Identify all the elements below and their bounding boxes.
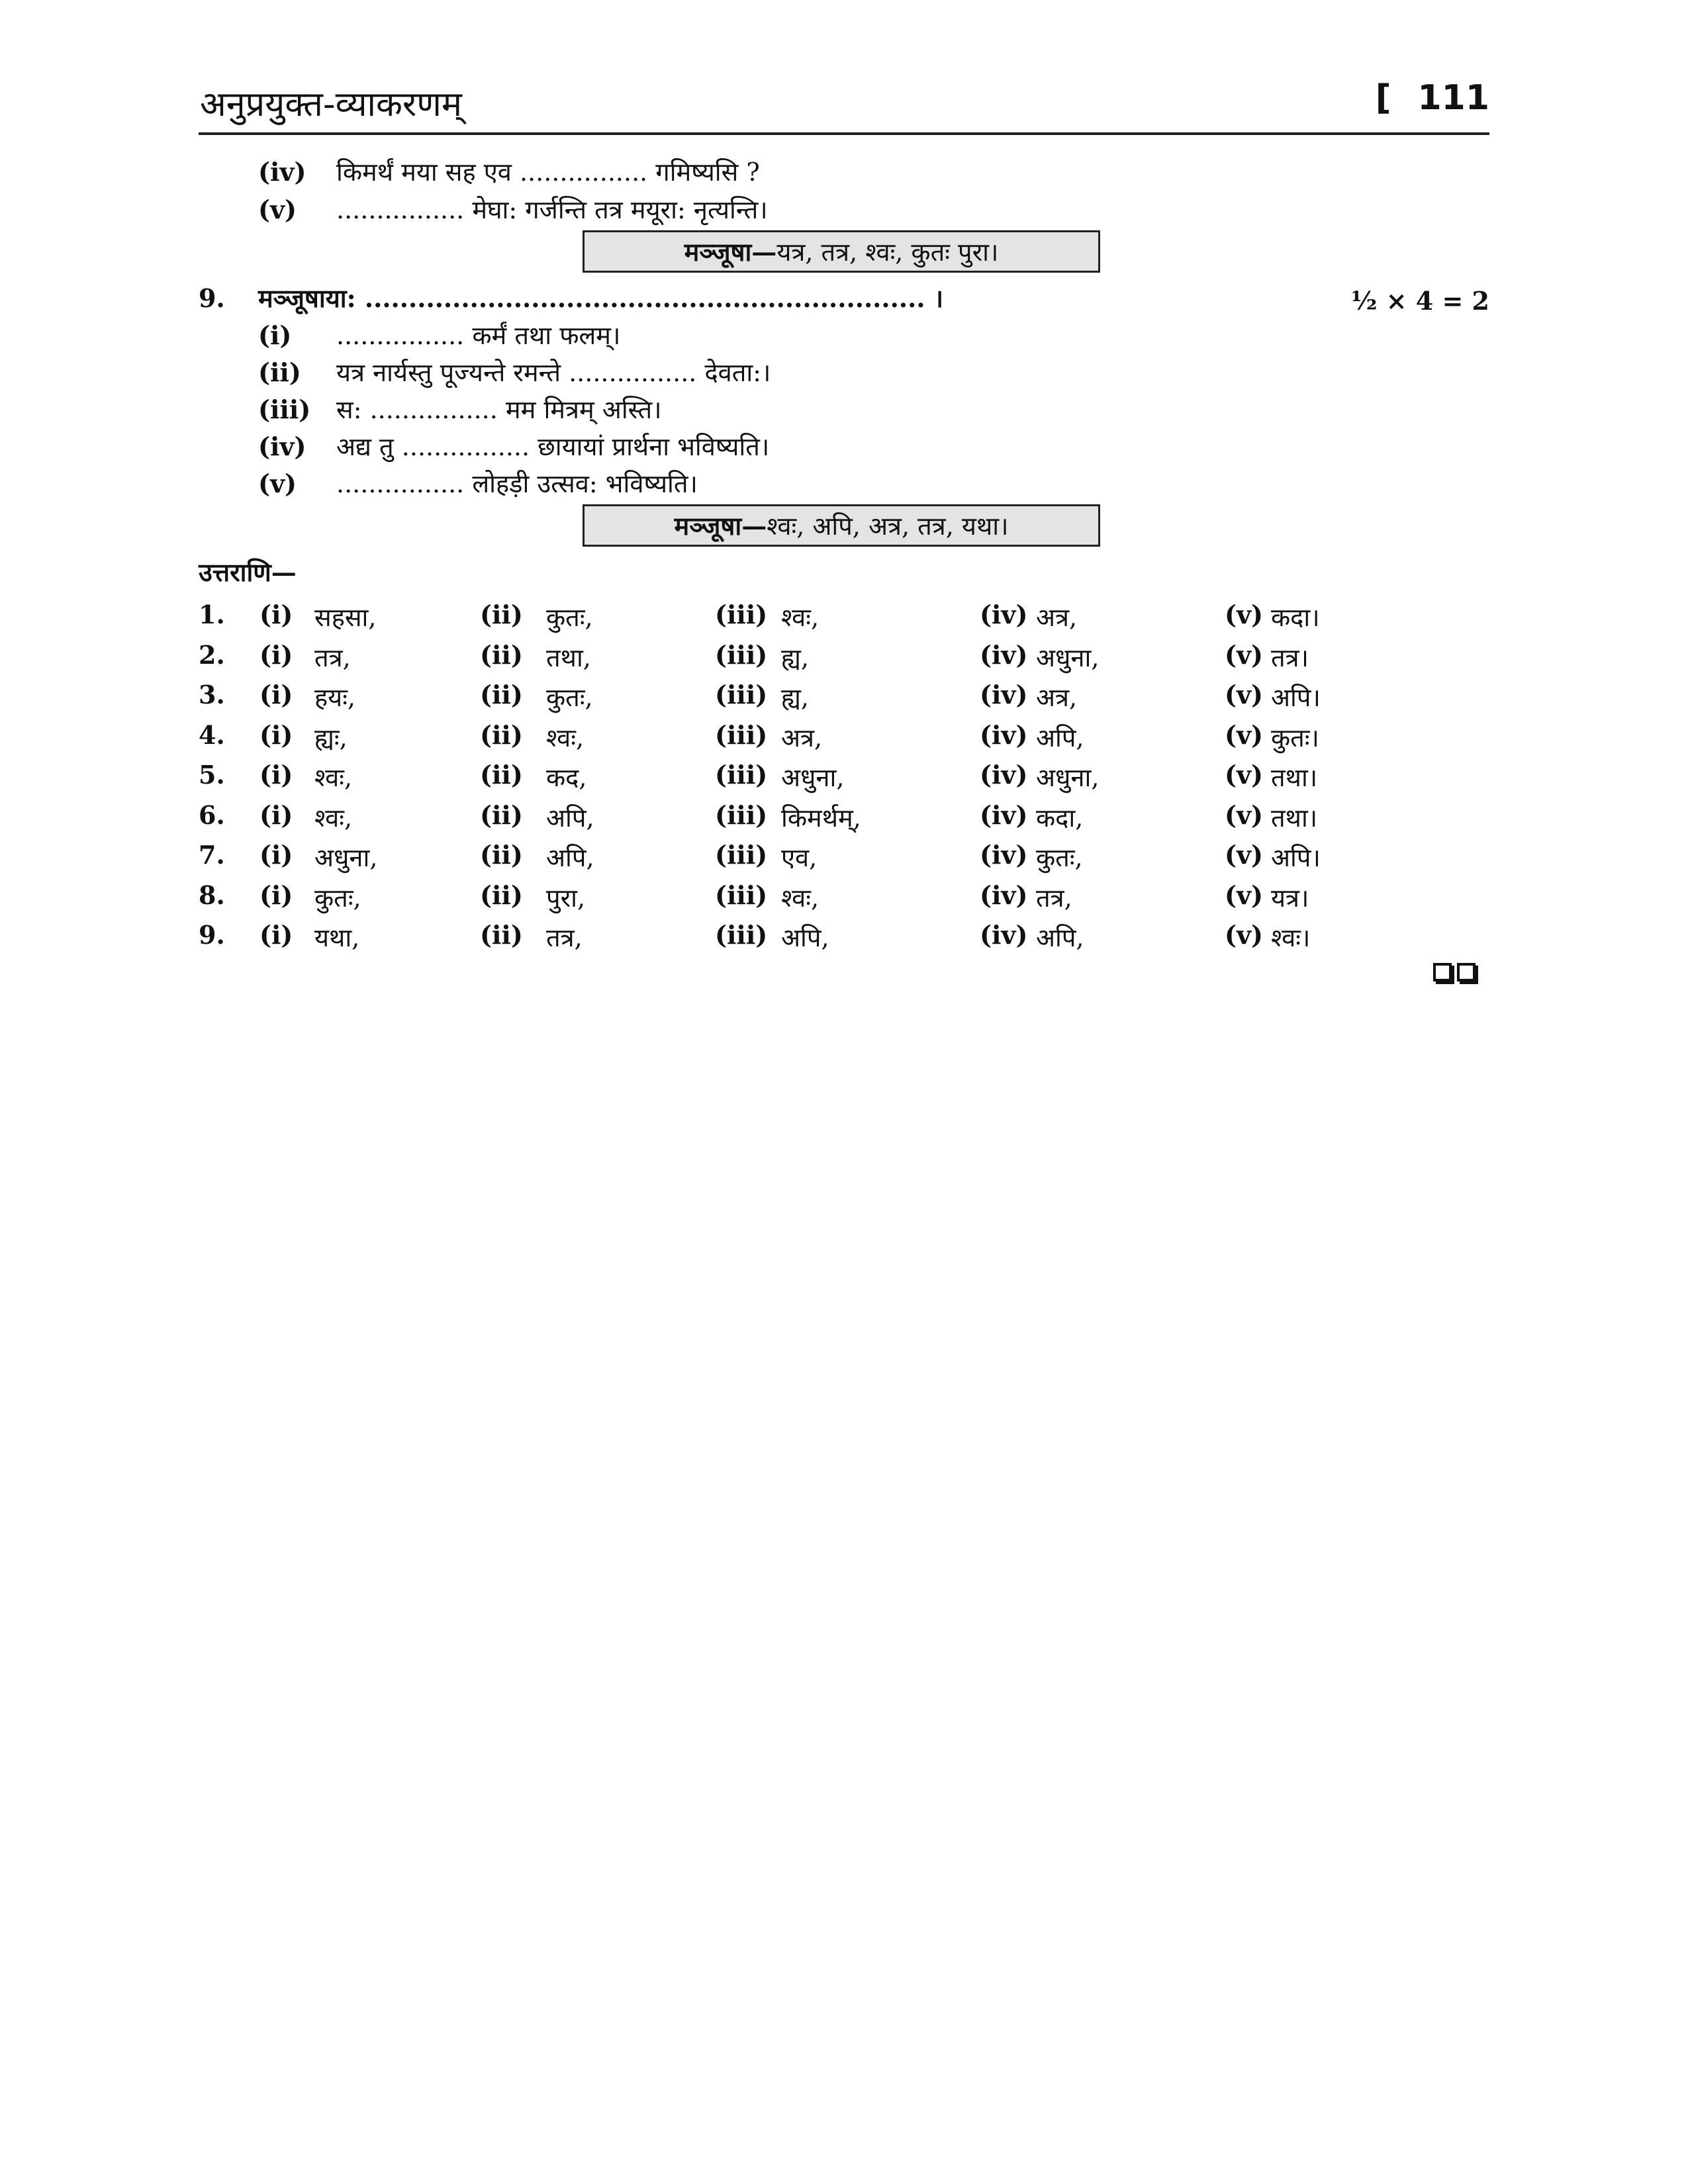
answer-word: श्वः,	[781, 603, 820, 632]
answer-part-label: (ii)	[480, 639, 523, 670]
square-icon	[1433, 963, 1452, 981]
answer-word: कुतः,	[546, 683, 593, 712]
answer-part-label: (v)	[1225, 719, 1264, 750]
word-box-q9	[583, 504, 1100, 547]
q9-item-label: (iii)	[258, 394, 311, 424]
answer-word: ह्य,	[781, 643, 809, 672]
question-instruction: मञ्जूषाया: ................................................................ ।	[258, 283, 944, 313]
answer-word: हयः,	[314, 683, 355, 712]
answer-row	[199, 640, 1390, 680]
answer-part-label: (iv)	[980, 920, 1028, 950]
q8-item-label: (iv)	[258, 157, 306, 187]
q9-item-text: अद्य तु ................ छायायां प्रार्थना भविष्यति।	[336, 432, 770, 461]
answer-row	[199, 920, 1390, 960]
q8-item-text: ................ मेघा: गर्जन्ति तत्र मयूरा: नृत्यन्ति।	[336, 195, 768, 224]
answer-number: 9.	[199, 920, 225, 950]
answer-part-label: (i)	[259, 600, 293, 629]
answer-row	[199, 600, 1390, 639]
answer-word: श्वः।	[1271, 923, 1311, 952]
answer-number: 2.	[199, 639, 225, 670]
answer-part-label: (i)	[259, 719, 293, 750]
answer-part-label: (ii)	[480, 719, 523, 750]
q9-item-label: (iv)	[258, 432, 306, 461]
marks: ½ × 4 = 2	[1350, 286, 1489, 316]
answer-part-label: (iv)	[980, 719, 1028, 750]
answer-word: पुरा,	[546, 883, 586, 913]
answer-word: अपि,	[1036, 923, 1084, 952]
answer-word: श्वः,	[314, 763, 353, 792]
book-title: अनुप्रयुक्त-व्याकरणम्	[200, 85, 462, 124]
answer-word: कुतः,	[1036, 843, 1083, 872]
answers-heading: उत्तराणि—	[199, 557, 297, 587]
answer-word: ह्य,	[781, 683, 809, 712]
answer-part-label: (iv)	[980, 600, 1028, 629]
answer-word: सहसा,	[314, 603, 377, 632]
answer-word: अपि,	[546, 843, 594, 872]
page-header	[199, 78, 1489, 135]
answer-row	[199, 680, 1390, 719]
answer-part-label: (i)	[259, 799, 293, 830]
answer-word: तत्र,	[546, 923, 583, 952]
answer-row	[199, 840, 1390, 880]
q9-item-text: ................ लोहड़ी उत्सव: भविष्यति।	[336, 469, 698, 498]
answer-row	[199, 720, 1390, 760]
answer-part-label: (iii)	[715, 880, 768, 910]
q9-item-label: (ii)	[258, 357, 301, 387]
answer-row	[199, 800, 1390, 840]
answer-word: तत्र।	[1271, 643, 1309, 672]
answer-part-label: (iii)	[715, 639, 768, 670]
answer-part-label: (v)	[1225, 680, 1264, 709]
answer-part-label: (ii)	[480, 920, 523, 950]
answer-word: तथा।	[1271, 803, 1318, 833]
answer-part-label: (v)	[1225, 639, 1264, 670]
word-box-heading: मञ्जूषा—	[684, 237, 777, 267]
answer-part-label: (ii)	[480, 840, 523, 870]
answer-part-label: (v)	[1225, 799, 1264, 830]
answer-part-label: (v)	[1225, 600, 1264, 629]
answer-part-label: (iv)	[980, 880, 1028, 910]
answer-word: अपि।	[1271, 843, 1321, 872]
word-box-words: यत्र, तत्र, श्वः, कुतः पुरा।	[776, 238, 999, 267]
answer-part-label: (i)	[259, 680, 293, 709]
answer-part-label: (ii)	[480, 880, 523, 910]
answer-part-label: (i)	[259, 760, 293, 790]
q9-item-text: स: ................ मम मित्रम् अस्ति।	[336, 395, 662, 424]
answer-part-label: (iii)	[715, 680, 768, 709]
answer-word: अधुना,	[781, 763, 845, 792]
answer-word: किमर्थम्,	[781, 803, 861, 833]
answer-word: अधुना,	[314, 843, 378, 872]
answer-word: एव,	[781, 843, 818, 872]
q9-item-label: (v)	[258, 469, 297, 498]
answer-part-label: (ii)	[480, 760, 523, 790]
answer-word: कुतः।	[1271, 723, 1319, 752]
answer-word: यथा,	[314, 923, 360, 952]
answer-part-label: (iii)	[715, 760, 768, 790]
answer-word: अपि,	[546, 803, 594, 833]
answer-part-label: (iv)	[980, 799, 1028, 830]
answer-word: यत्र।	[1271, 883, 1309, 913]
answer-word: तत्र,	[1036, 883, 1072, 913]
question-number: 9.	[199, 283, 225, 313]
answer-part-label: (iv)	[980, 639, 1028, 670]
answer-word: अपि।	[1271, 683, 1321, 712]
answer-number: 1.	[199, 600, 225, 629]
answer-part-label: (iii)	[715, 920, 768, 950]
word-box-q8	[583, 230, 1100, 273]
answer-word: तत्र,	[314, 643, 351, 672]
answer-row	[199, 760, 1390, 799]
end-of-section-marks	[1433, 963, 1476, 981]
answer-word: कुतः,	[314, 883, 361, 913]
answer-word: अपि,	[781, 923, 829, 952]
answer-word: अत्र,	[1036, 603, 1078, 632]
answer-word: ह्यः,	[314, 723, 348, 752]
answer-part-label: (iv)	[980, 680, 1028, 709]
q8-item-text: किमर्थं मया सह एव ................ गमिष्यसि ?	[336, 158, 760, 187]
answer-number: 4.	[199, 719, 225, 750]
q9-item-text: यत्र नार्यस्तु पूज्यन्ते रमन्ते ................ देवता:।	[336, 358, 771, 387]
answer-part-label: (iii)	[715, 600, 768, 629]
answer-word: श्वः,	[314, 803, 353, 833]
answer-part-label: (iii)	[715, 799, 768, 830]
answer-part-label: (v)	[1225, 880, 1264, 910]
answer-word: अत्र,	[781, 723, 823, 752]
answer-part-label: (ii)	[480, 600, 523, 629]
answer-word: अपि,	[1036, 723, 1084, 752]
answer-part-label: (iii)	[715, 719, 768, 750]
answer-part-label: (i)	[259, 880, 293, 910]
answer-number: 3.	[199, 680, 225, 709]
answer-number: 5.	[199, 760, 225, 790]
answer-word: तथा,	[546, 643, 591, 672]
word-box-words: श्वः, अपि, अत्र, तत्र, यथा।	[767, 512, 1009, 541]
page-number-value: 111	[1417, 78, 1489, 118]
answer-number: 8.	[199, 880, 225, 910]
answer-part-label: (v)	[1225, 840, 1264, 870]
answer-word: कद,	[546, 763, 587, 792]
answer-part-label: (i)	[259, 639, 293, 670]
answer-word: श्वः,	[781, 883, 820, 913]
answer-part-label: (iv)	[980, 760, 1028, 790]
answer-word: कदा,	[1036, 803, 1084, 833]
answer-part-label: (iii)	[715, 840, 768, 870]
q9-item-label: (i)	[258, 320, 292, 350]
header-bracket: [	[1375, 78, 1391, 118]
answer-word: अधुना,	[1036, 643, 1100, 672]
q9-item-text: ................ कर्मं तथा फलम्।	[336, 321, 621, 350]
answer-part-label: (iv)	[980, 840, 1028, 870]
answer-word: तथा।	[1271, 763, 1318, 792]
answer-word: कदा।	[1271, 603, 1320, 632]
q8-item-label: (v)	[258, 195, 297, 224]
answer-row	[199, 880, 1390, 920]
answer-part-label: (ii)	[480, 799, 523, 830]
answer-word: कुतः,	[546, 603, 593, 632]
answer-part-label: (ii)	[480, 680, 523, 709]
answer-word: अधुना,	[1036, 763, 1100, 792]
answer-number: 7.	[199, 840, 225, 870]
answer-part-label: (v)	[1225, 760, 1264, 790]
answer-part-label: (i)	[259, 840, 293, 870]
word-box-heading: मञ्जूषा—	[674, 511, 767, 541]
answer-part-label: (i)	[259, 920, 293, 950]
answer-part-label: (v)	[1225, 920, 1264, 950]
page-number	[1376, 78, 1489, 118]
answer-word: अत्र,	[1036, 683, 1078, 712]
square-icon	[1457, 963, 1476, 981]
answer-word: श्वः,	[546, 723, 585, 752]
answer-number: 6.	[199, 799, 225, 830]
